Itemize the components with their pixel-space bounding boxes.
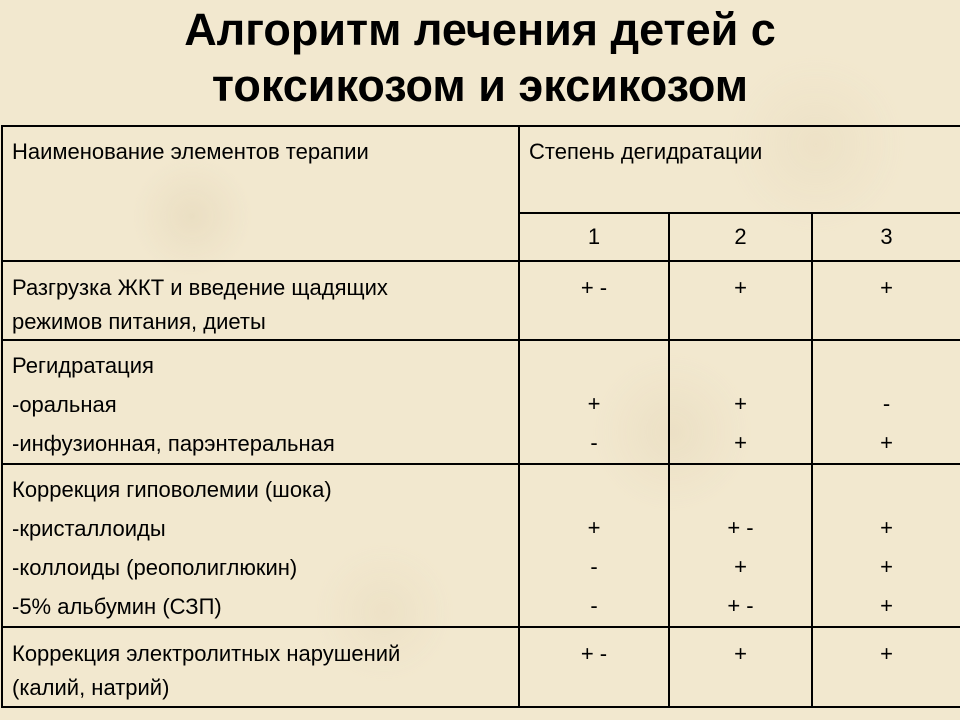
therapy-table <box>1 125 960 708</box>
degree-1-value <box>519 464 669 627</box>
degree-3-header: 3 <box>812 213 960 261</box>
degree-2-value <box>669 340 812 464</box>
title-line-1: Алгоритм лечения детей с <box>184 4 776 55</box>
value-mark: - <box>882 391 891 416</box>
value-mark: + <box>734 430 747 455</box>
label-line: Регидратация <box>12 353 154 378</box>
table-row <box>2 261 960 340</box>
degree-3-value <box>812 340 960 464</box>
header-dehydration-degree: Степень дегидратации <box>519 126 960 213</box>
label-line: Разгрузка ЖКТ и введение щадящих <box>12 275 388 300</box>
value-mark: - <box>590 554 598 579</box>
title-line-2: токсикозом и эксикозом <box>211 60 749 111</box>
value-mark: + <box>587 391 601 416</box>
degree-1-header: 1 <box>519 213 669 261</box>
value-mark: + <box>880 515 893 540</box>
degree-1-value <box>519 261 669 340</box>
value-mark: + - <box>580 641 608 666</box>
therapy-label <box>2 627 519 707</box>
therapy-label <box>2 261 519 340</box>
value-mark: + <box>734 554 747 579</box>
value-mark: + <box>880 430 893 455</box>
label-line: -коллоиды (реополиглюкин) <box>12 555 298 580</box>
value-mark: + - <box>580 275 608 300</box>
label-line: -5% альбумин (СЗП) <box>12 594 222 619</box>
value-mark: + <box>734 641 747 666</box>
value-mark: + <box>587 515 601 540</box>
degree-2-value <box>669 261 812 340</box>
value-mark: + - <box>727 515 754 540</box>
label-line: Коррекция гиповолемии (шока) <box>12 477 332 502</box>
degree-3-value <box>812 464 960 627</box>
label-line: -инфузионная, парэнтеральная <box>12 431 335 456</box>
table-row <box>2 340 960 464</box>
value-mark: - <box>590 593 598 618</box>
value-mark: + <box>880 275 893 300</box>
value-mark: + - <box>727 593 754 618</box>
table-row <box>2 464 960 627</box>
degree-3-value <box>812 627 960 707</box>
degree-3-value <box>812 261 960 340</box>
value-mark: + <box>880 593 893 618</box>
header-therapy-elements: Наименование элементов терапии <box>2 126 519 261</box>
value-mark: + <box>734 275 747 300</box>
therapy-label <box>2 464 519 627</box>
degree-1-value <box>519 627 669 707</box>
label-line: режимов питания, диеты <box>12 309 266 334</box>
table-row <box>2 627 960 707</box>
value-mark: + <box>880 554 893 579</box>
page-title <box>0 2 960 114</box>
degree-2-header: 2 <box>669 213 812 261</box>
label-line: (калий, натрий) <box>12 675 170 700</box>
label-line: Коррекция электролитных нарушений <box>12 641 401 666</box>
therapy-label <box>2 340 519 464</box>
degree-1-value <box>519 340 669 464</box>
value-mark: - <box>590 430 598 455</box>
label-line: -оральная <box>12 392 117 417</box>
label-line: -кристаллоиды <box>12 516 166 541</box>
value-mark: + <box>734 391 747 416</box>
value-mark: + <box>880 641 893 666</box>
degree-2-value <box>669 627 812 707</box>
degree-2-value <box>669 464 812 627</box>
